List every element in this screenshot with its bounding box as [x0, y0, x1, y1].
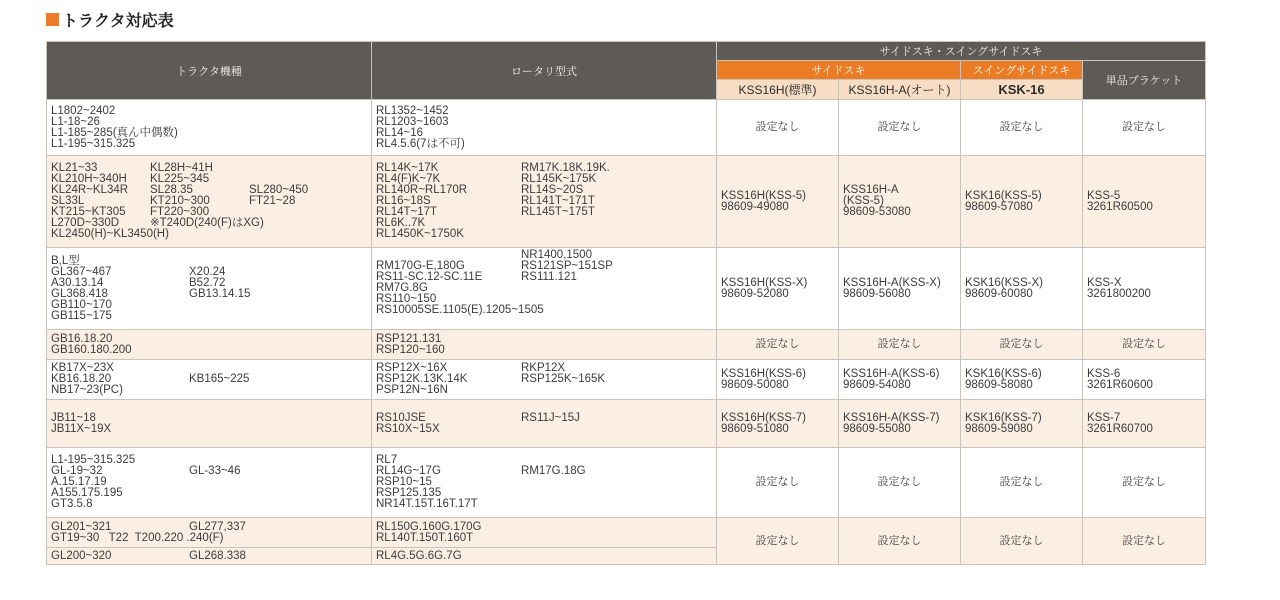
kss16h-cell: 設定なし — [717, 448, 839, 518]
kss16h-cell: 設定なし — [717, 330, 839, 360]
rotary-cell: RM170G-E,180G RS11-SC.12-SC.11E RM7G.8G RS110~150 RS10005SE.1105(E).1205~1505 NR1400,1500 RS121SP~151SP RS111.121 — [372, 248, 717, 330]
kss16h-cell: KSS16H(KSS-7) 98609-51080 — [717, 400, 839, 448]
rotary-cell: RL150G.160G.170G RL140T.150T.160T — [372, 518, 717, 548]
kss16h-a-cell: 設定なし — [839, 448, 961, 518]
header-rotary-type: ロータリ型式 — [372, 42, 717, 100]
kss16h-cell: 設定なし — [717, 518, 839, 565]
ksk16-cell: 設定なし — [961, 100, 1083, 156]
ksk16-cell: KSK16(KSS-X) 98609-60080 — [961, 248, 1083, 330]
header-bracket: 単品ブラケット — [1083, 61, 1206, 100]
kss16h-a-cell: 設定なし — [839, 100, 961, 156]
kss16h-a-cell: KSS16H-A (KSS-5) 98609-53080 — [839, 156, 961, 248]
kss16h-cell: KSS16H(KSS-6) 98609-50080 — [717, 360, 839, 400]
bracket-cell: 設定なし — [1083, 330, 1206, 360]
rotary-cell: RSP121.131 RSP120~160 — [372, 330, 717, 360]
page-title — [46, 8, 174, 30]
table-row — [47, 448, 1206, 518]
tractor-cell: L1-195~315.325 GL-19~32 A.15.17.19 A155.175.195 GT3.5.8 GL-33~46 — [47, 448, 372, 518]
tractor-cell: B,L型 GL367~467 A30.13.14 GL368.418 GB110~170 GB115~175 X20.24 B52.72 GB13.14.15 — [47, 248, 372, 330]
header-ksk16: KSK-16 — [961, 80, 1083, 100]
tractor-cell: GL201~321 GT19~30 T22 T200.220 .240(F) GL277,337 — [47, 518, 372, 548]
kss16h-cell: 設定なし — [717, 100, 839, 156]
bracket-cell: 設定なし — [1083, 448, 1206, 518]
tractor-cell: KL21~33 KL210H~340H KL24R~KL34R SL33L KT215~KT305 L270D~330D KL2450(H)~KL3450(H) KL28H~41H KL225~345 SL28.35 KT210~300 FT220~300 ※T240D(240(F)はXG) SL280~450 FT21~28 — [47, 156, 372, 248]
rotary-cell: RL1352~1452 RL1203~1603 RL14~16 RL4.5.6(7は不可) — [372, 100, 717, 156]
table-row — [47, 330, 1206, 360]
table-row — [47, 248, 1206, 330]
header-sideski: サイドスキ — [717, 61, 961, 80]
bracket-cell: KSS-X 3261800200 — [1083, 248, 1206, 330]
tractor-cell: L1802~2402 L1-18~26 L1-185~285(真ん中偶数) L1-195~315.325 — [47, 100, 372, 156]
bracket-cell: KSS-7 3261R60700 — [1083, 400, 1206, 448]
header-swing-sideski: スイングサイドスキ — [961, 61, 1083, 80]
table-row — [47, 360, 1206, 400]
ksk16-cell: KSK16(KSS-7) 98609-59080 — [961, 400, 1083, 448]
ksk16-cell: 設定なし — [961, 518, 1083, 565]
ksk16-cell: 設定なし — [961, 330, 1083, 360]
header-kss16h: KSS16H(標準) — [717, 80, 839, 100]
rotary-cell: RS10JSE RS10X~15X RS11J~15J — [372, 400, 717, 448]
header-tractor-model: トラクタ機種 — [47, 42, 372, 100]
tractor-cell: GL200~320 GL268.338 — [47, 548, 372, 565]
rotary-cell: RSP12X~16X RSP12K.13K.14K PSP12N~16N RKP12X RSP125K~165K — [372, 360, 717, 400]
tractor-cell: GB16.18.20 GB160.180.200 — [47, 330, 372, 360]
bracket-cell: KSS-5 3261R60500 — [1083, 156, 1206, 248]
tractor-cell: KB17X~23X KB16.18.20 NB17~23(PC) KB165~225 — [47, 360, 372, 400]
kss16h-a-cell: 設定なし — [839, 330, 961, 360]
orange-square-marker — [46, 13, 59, 26]
kss16h-a-cell: KSS16H-A(KSS-7) 98609-55080 — [839, 400, 961, 448]
tractor-compatibility-table — [46, 41, 1206, 565]
table-row — [47, 156, 1206, 248]
rotary-cell: RL7 RL14G~17G RSP10~15 RSP125.135 NR14T.15T.16T.17T RM17G.18G — [372, 448, 717, 518]
kss16h-cell: KSS16H(KSS-5) 98609-49080 — [717, 156, 839, 248]
kss16h-a-cell: KSS16H-A(KSS-X) 98609-56080 — [839, 248, 961, 330]
bracket-cell: 設定なし — [1083, 100, 1206, 156]
ksk16-cell: 設定なし — [961, 448, 1083, 518]
kss16h-a-cell: KSS16H-A(KSS-6) 98609-54080 — [839, 360, 961, 400]
header-kss16h-a: KSS16H-A(オート) — [839, 80, 961, 100]
table-row — [47, 400, 1206, 448]
title-text: トラクタ対応表 — [62, 10, 174, 30]
table-row — [47, 100, 1206, 156]
ksk16-cell: KSK16(KSS-5) 98609-57080 — [961, 156, 1083, 248]
ksk16-cell: KSK16(KSS-6) 98609-58080 — [961, 360, 1083, 400]
rotary-cell: RL14K~17K RL4(F)K~7K RL140R~RL170R RL16~18S RL14T~17T RL6K..7K RL1450K~1750K RM17K.18K.19K. RL145K~175K RL14S~20S RL141T~171T RL145T~175T — [372, 156, 717, 248]
header-sideski-group: サイドスキ・スイングサイドスキ — [717, 42, 1206, 61]
kss16h-cell: KSS16H(KSS-X) 98609-52080 — [717, 248, 839, 330]
bracket-cell: KSS-6 3261R60600 — [1083, 360, 1206, 400]
tractor-cell: JB11~18 JB11X~19X — [47, 400, 372, 448]
rotary-cell: RL4G.5G.6G.7G — [372, 548, 717, 565]
bracket-cell: 設定なし — [1083, 518, 1206, 565]
table-row — [47, 518, 1206, 548]
kss16h-a-cell: 設定なし — [839, 518, 961, 565]
